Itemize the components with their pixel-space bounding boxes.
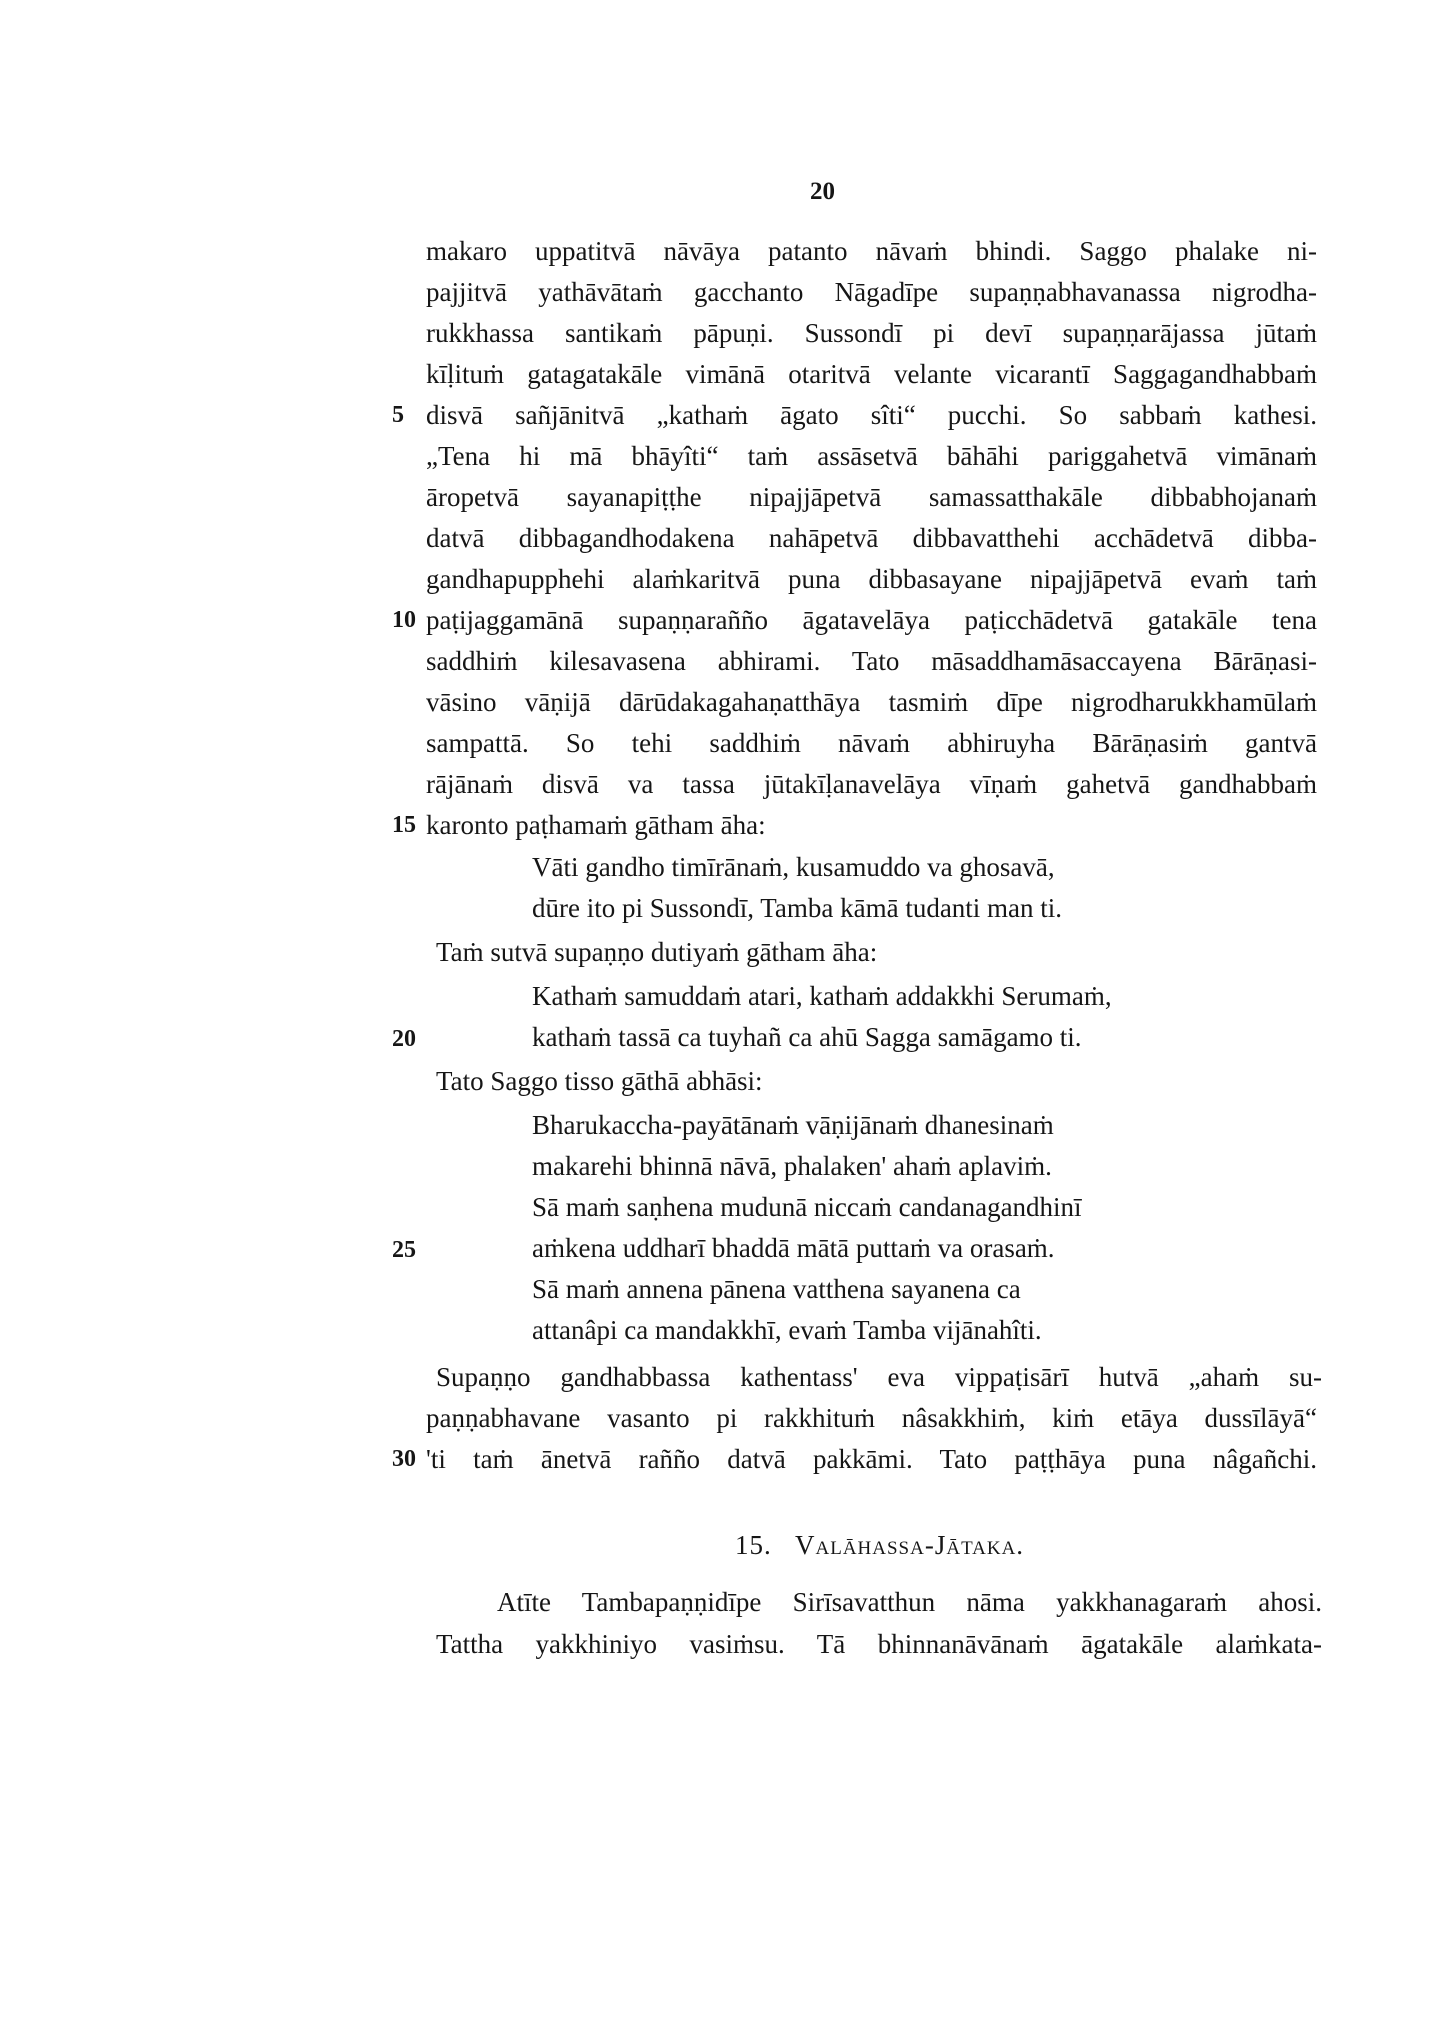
text-line: paṭijaggamānā supaṇṇarañño āgatavelāya paṭicchādetvā gatakāle tena: [426, 605, 1317, 635]
text-line: Tato Saggo tisso gāthā abhāsi:: [436, 1066, 763, 1096]
text-line: paṇṇabhavane vasanto pi rakkhituṁ nâsakkhiṁ, kiṁ etāya dussīlāyā“: [426, 1403, 1317, 1433]
line-number: 10: [392, 607, 416, 633]
text-line: pajjitvā yathāvātaṁ gacchanto Nāgadīpe supaṇṇabhavanassa nigrodha-: [426, 277, 1317, 307]
verse-line: dūre ito pi Sussondī, Tamba kāmā tudanti man ti.: [532, 893, 1063, 923]
text-line: āropetvā sayanapiṭṭhe nipajjāpetvā samassatthakāle dibbabhojanaṁ: [426, 482, 1317, 512]
text-line: karonto paṭhamaṁ gātham āha:: [426, 810, 766, 840]
line-number: 25: [392, 1237, 416, 1263]
text-line: Supaṇṇo gandhabbassa kathentass' eva vippaṭisārī hutvā „ahaṁ su-: [436, 1362, 1322, 1392]
text-line: Tattha yakkhiniyo vasiṁsu. Tā bhinnanāvānaṁ āgatakāle alaṁkata-: [436, 1629, 1322, 1659]
verse-line: makarehi bhinnā nāvā, phalaken' ahaṁ aplaviṁ.: [532, 1151, 1052, 1181]
verse-line: Kathaṁ samuddaṁ atari, kathaṁ addakkhi Serumaṁ,: [532, 981, 1112, 1011]
page-number: 20: [810, 178, 835, 205]
text-line: 'ti taṁ ānetvā rañño datvā pakkāmi. Tato paṭṭhāya puna nâgañchi.: [426, 1444, 1317, 1474]
verse-line: Bharukaccha-payātānaṁ vāṇijānaṁ dhanesinaṁ: [532, 1110, 1054, 1140]
verse-line: aṁkena uddharī bhaddā mātā puttaṁ va orasaṁ.: [532, 1233, 1055, 1263]
verse-line: kathaṁ tassā ca tuyhañ ca ahū Sagga samāgamo ti.: [532, 1022, 1082, 1052]
text-line: disvā sañjānitvā „kathaṁ āgato sîti“ pucchi. So sabbaṁ kathesi.: [426, 400, 1317, 430]
line-number: 5: [392, 402, 404, 428]
section-number: 15.: [735, 1530, 772, 1560]
text-line: gandhapupphehi alaṁkaritvā puna dibbasayane nipajjāpetvā evaṁ taṁ: [426, 564, 1317, 594]
text-line: rājānaṁ disvā va tassa jūtakīḷanavelāya vīṇaṁ gahetvā gandhabbaṁ: [426, 769, 1317, 799]
text-line: makaro uppatitvā nāvāya patanto nāvaṁ bhindi. Saggo phalake ni-: [426, 236, 1317, 266]
line-number: 20: [392, 1026, 416, 1052]
text-line: saddhiṁ kilesavasena abhirami. Tato māsaddhamāsaccayena Bārāṇasi-: [426, 646, 1317, 676]
text-line: datvā dibbagandhodakena nahāpetvā dibbavatthehi acchādetvā dibba-: [426, 523, 1317, 553]
line-number: 15: [392, 812, 416, 838]
line-number: 30: [392, 1446, 416, 1472]
section-title: Valāhassa-Jātaka.: [795, 1530, 1025, 1560]
verse-line: Vāti gandho timīrānaṁ, kusamuddo va ghosavā,: [532, 852, 1055, 882]
verse-line: attanâpi ca mandakkhī, evaṁ Tamba vijānahîti.: [532, 1315, 1042, 1345]
text-line: „Tena hi mā bhāyîti“ taṁ assāsetvā bāhāhi pariggahetvā vimānaṁ: [426, 441, 1317, 471]
text-line: sampattā. So tehi saddhiṁ nāvaṁ abhiruyha Bārāṇasiṁ gantvā: [426, 728, 1317, 758]
text-line: Atīte Tambapaṇṇidīpe Sirīsavatthun nāma yakkhanagaraṁ ahosi.: [497, 1587, 1322, 1617]
verse-line: Sā maṁ annena pānena vatthena sayanena ca: [532, 1274, 1021, 1304]
text-line: Taṁ sutvā supaṇṇo dutiyaṁ gātham āha:: [436, 937, 878, 967]
text-line: kīḷituṁ gatagatakāle vimānā otaritvā velante vicarantī Saggagandhabbaṁ: [426, 359, 1317, 389]
section-heading: [735, 1530, 1024, 1561]
text-line: rukkhassa santikaṁ pāpuṇi. Sussondī pi devī supaṇṇarājassa jūtaṁ: [426, 318, 1317, 348]
text-line: vāsino vāṇijā dārūdakagahaṇatthāya tasmiṁ dīpe nigrodharukkhamūlaṁ: [426, 687, 1317, 717]
verse-line: Sā maṁ saṇhena mudunā niccaṁ candanagandhinī: [532, 1192, 1082, 1222]
